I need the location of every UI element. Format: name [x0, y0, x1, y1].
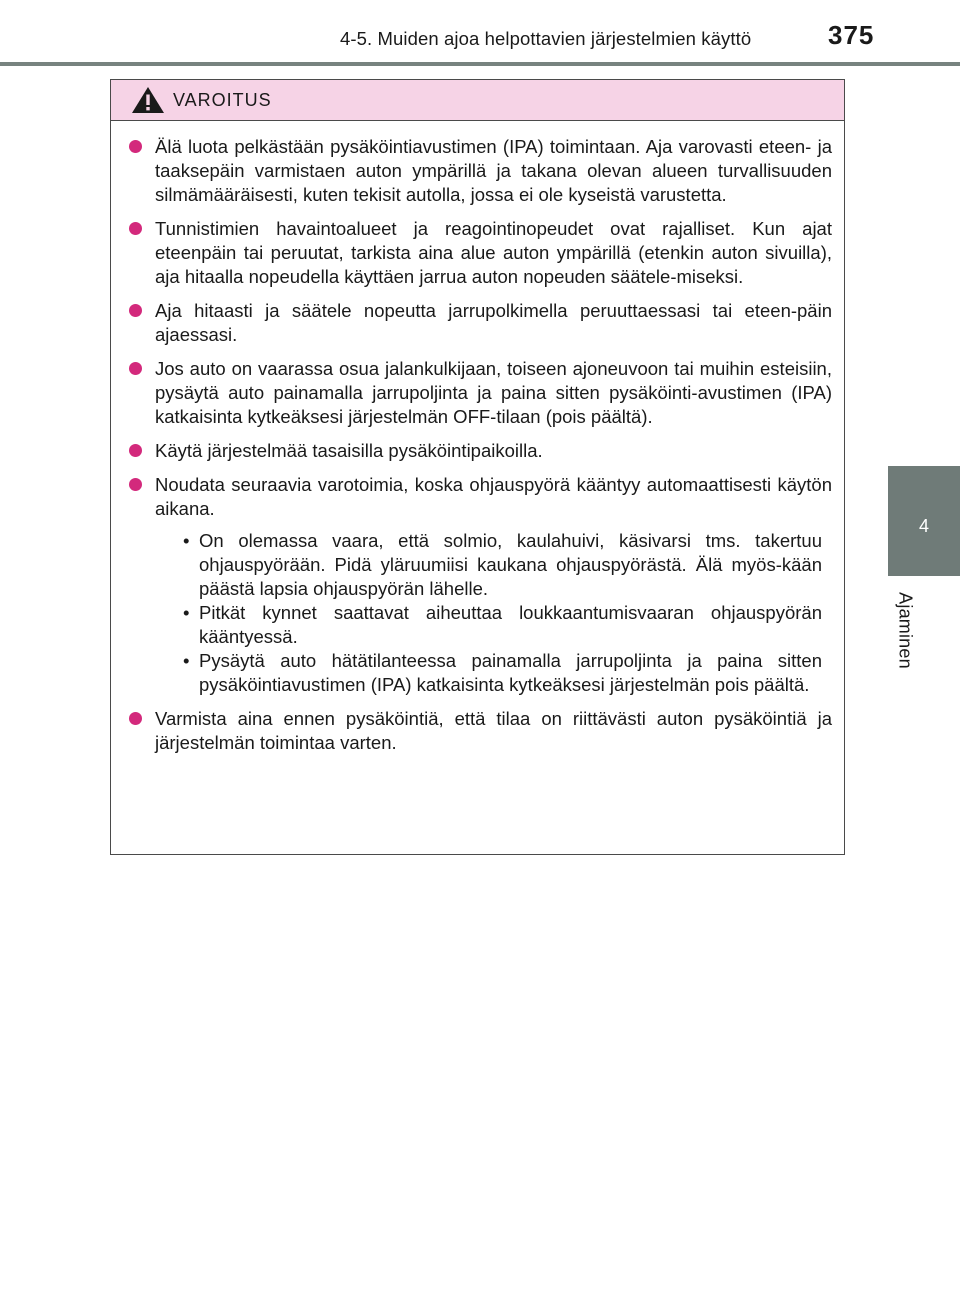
- sub-item: [183, 601, 822, 649]
- warning-triangle-icon: [131, 86, 165, 114]
- warning-item: [129, 357, 832, 429]
- sub-list: [155, 529, 832, 697]
- bullet-dot: [129, 362, 142, 375]
- sub-bullet: •: [183, 602, 190, 623]
- chapter-label: Ajaminen: [895, 592, 916, 669]
- chapter-tab[interactable]: [888, 466, 960, 576]
- warning-item: [129, 707, 832, 755]
- warning-item-text: Aja hitaasti ja säätele nopeutta jarrupolkimella peruuttaessasi tai eteen-päin ajaessasi.: [155, 300, 832, 345]
- warning-item: [129, 439, 832, 463]
- chapter-label-wrap: [880, 580, 932, 690]
- header-rule: [0, 62, 960, 66]
- warning-title: VAROITUS: [173, 90, 272, 110]
- sub-item: [183, 649, 822, 697]
- warning-item-text: Noudata seuraavia varotoimia, koska ohjauspyörä kääntyy automaattisesti käytön aikana.: [155, 474, 832, 519]
- warning-box: [110, 79, 845, 855]
- page-number: 375: [828, 20, 875, 50]
- warning-item: [129, 135, 832, 207]
- sub-item: [183, 529, 822, 601]
- bullet-dot: [129, 304, 142, 317]
- bullet-dot: [129, 444, 142, 457]
- bullet-dot: [129, 712, 142, 725]
- sub-item-text: Pitkät kynnet saattavat aiheuttaa loukkaantumisvaaran ohjauspyörän kääntyessä.: [199, 602, 822, 647]
- warning-item-text: Jos auto on vaarassa osua jalankulkijaan, toiseen ajoneuvoon tai muihin esteisiin, pysäytä auto painamalla jarrupoljinta ja paina sitten pysäköinti-avustimen (IPA) katkaisinta kytkeäksesi järjestelmän OFF-tilaan (pois päältä).: [155, 358, 832, 427]
- warning-item-text: Älä luota pelkästään pysäköintiavustimen (IPA) toimintaan. Aja varovasti eteen- ja taaksepäin varmistaen auton ympärillä ja takana olevan alueen turvallisuuden silmämääräisesti, kuten tekisit autolla, jossa ei ole kyseistä varustetta.: [155, 136, 832, 205]
- sub-item-text: Pysäytä auto hätätilanteessa painamalla jarrupoljinta ja paina sitten pysäköintiavustimen (IPA) katkaisinta kytkeäksesi järjestelmän pois päältä.: [199, 650, 822, 695]
- sub-item-text: On olemassa vaara, että solmio, kaulahuivi, käsivarsi tms. takertuu ohjauspyörään. Pidä yläruumiisi kaukana ohjauspyörästä. Älä myös-kään päästä lapsia ohjauspyörän lähelle.: [199, 530, 822, 599]
- warning-item-text: Varmista aina ennen pysäköintiä, että tilaa on riittävästi auton pysäköintiä ja järjestelmän toimintaa varten.: [155, 708, 832, 753]
- sub-bullet: •: [183, 530, 190, 551]
- bullet-dot: [129, 222, 142, 235]
- warning-header: [111, 80, 844, 121]
- warning-item: [129, 299, 832, 347]
- chapter-number: 4: [918, 516, 929, 536]
- warning-item-text: Käytä järjestelmää tasaisilla pysäköintipaikoilla.: [155, 440, 543, 461]
- warning-body: [111, 121, 844, 755]
- warning-item: [129, 217, 832, 289]
- section-title: 4-5. Muiden ajoa helpottavien järjestelmien käyttö: [340, 28, 752, 49]
- warning-item-text: Tunnistimien havaintoalueet ja reagointinopeudet ovat rajalliset. Kun ajat eteenpäin tai peruutat, tarkista aina alue auton ympärillä (etenkin auton sivuilla), aja hitaalla nopeudella käyttäen jarrua auton nopeuden säätele-miseksi.: [155, 218, 832, 287]
- bullet-dot: [129, 140, 142, 153]
- warning-item: [129, 473, 832, 697]
- bullet-dot: [129, 478, 142, 491]
- sub-bullet: •: [183, 650, 190, 671]
